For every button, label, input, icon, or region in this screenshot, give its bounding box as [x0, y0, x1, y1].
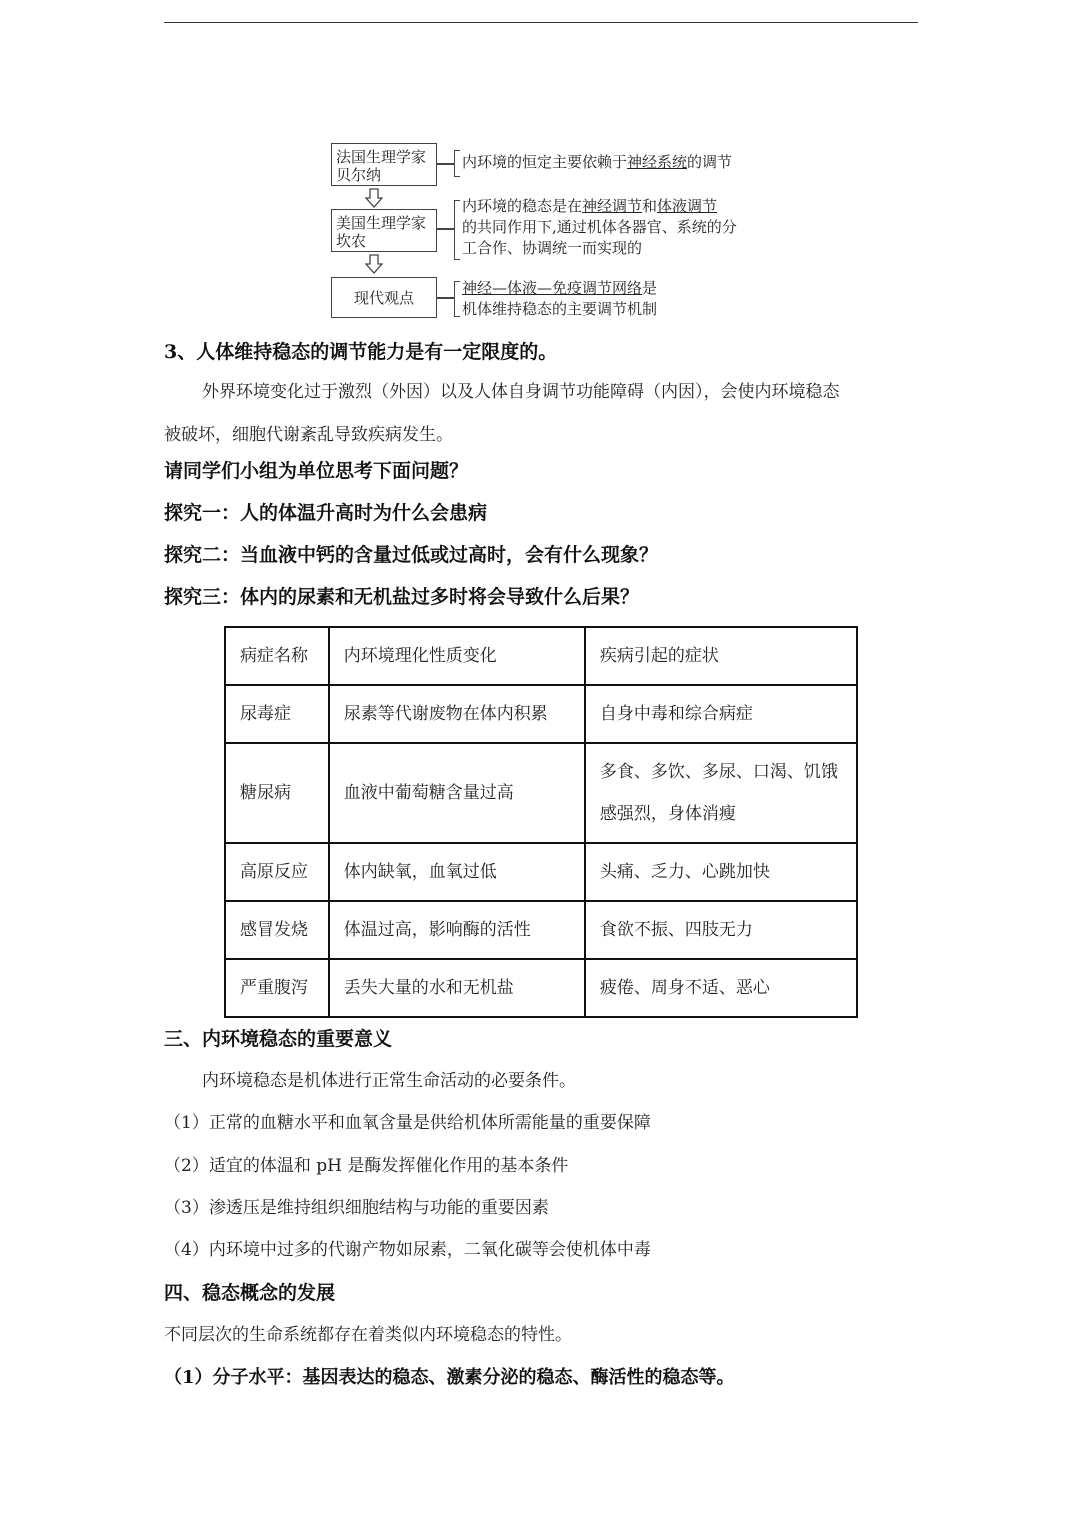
table-cell: 血液中葡萄糖含量过高: [329, 743, 585, 843]
table-cell: 高原反应: [225, 843, 329, 901]
table-cell: 尿毒症: [225, 685, 329, 743]
table-cell: 疲倦、周身不适、恶心: [585, 959, 857, 1017]
flow-text-modern-2: 机体维持稳态的主要调节机制: [462, 300, 658, 318]
flow-text-cannon-2: 的共同作用下,通过机体各器官、系统的分: [462, 218, 737, 236]
table-row: [225, 743, 857, 843]
down-arrow-icon-2: [365, 254, 383, 274]
question-1: 探究一：人的体温升高时为什么会患病: [164, 502, 488, 524]
flow-box-bernard: [331, 143, 437, 186]
flow-box-cannon-line1: 美国生理学家: [336, 214, 427, 232]
section-three-item-3: （3）渗透压是维持组织细胞结构与功能的重要因素: [164, 1198, 549, 1218]
flow-text-cannon-1: 内环境的稳态是在神经调节和体液调节: [462, 197, 718, 215]
table-row: [225, 685, 857, 743]
section-four-intro: 不同层次的生命系统都存在着类似内环境稳态的特性。: [164, 1325, 572, 1345]
table-cell: 严重腹泻: [225, 959, 329, 1017]
table-header-cell: 内环境理化性质变化: [329, 627, 585, 685]
flow-box-cannon-line2: 坎农: [336, 232, 367, 250]
table-cell: 食欲不振、四肢无力: [585, 901, 857, 959]
table-header-cell: 疾病引起的症状: [585, 627, 857, 685]
disease-table: [224, 626, 858, 1018]
flow-bracket-1: [454, 150, 460, 177]
flow-connector-3: [437, 297, 454, 299]
table-cell: 体内缺氧，血氧过低: [329, 843, 585, 901]
table-cell: 多食、多饮、多尿、口渴、饥饿感强烈，身体消瘦: [585, 743, 857, 843]
section-three-intro: 内环境稳态是机体进行正常生命活动的必要条件。: [202, 1071, 576, 1091]
table-cell: 自身中毒和综合病症: [585, 685, 857, 743]
table-cell: 头痛、乏力、心跳加快: [585, 843, 857, 901]
table-row: [225, 959, 857, 1017]
table-cell: 感冒发烧: [225, 901, 329, 959]
questions-intro: 请同学们小组为单位思考下面问题？: [164, 460, 469, 482]
question-3: 探究三：体内的尿素和无机盐过多时将会导致什么后果？: [164, 586, 640, 608]
flow-box-modern: [331, 277, 437, 318]
flow-box-modern-line1: 现代观点: [353, 288, 414, 307]
question-2: 探究二：当血液中钙的含量过低或过高时，会有什么现象？: [164, 544, 659, 566]
section-three-item-4: （4）内环境中过多的代谢产物如尿素，二氧化碳等会使机体中毒: [164, 1240, 651, 1260]
flow-text-bernard: 内环境的恒定主要依赖于神经系统的调节: [462, 153, 733, 171]
flow-bracket-2: [454, 200, 460, 260]
down-arrow-icon-1: [365, 188, 383, 208]
section-3-para-line2: 被破坏，细胞代谢紊乱导致疾病发生。: [164, 425, 453, 445]
flow-text-cannon-3: 工合作、协调统一而实现的: [462, 239, 643, 257]
section-three-item-1: （1）正常的血糖水平和血氧含量是供给机体所需能量的重要保障: [164, 1113, 651, 1133]
flow-bracket-3: [454, 281, 460, 317]
section-3-para-line1: 外界环境变化过于激烈（外因）以及人体自身调节功能障碍（内因），会使内环境稳态: [202, 382, 840, 402]
flow-connector-2: [437, 228, 454, 230]
table-cell: 糖尿病: [225, 743, 329, 843]
section-three-heading: 三、内环境稳态的重要意义: [164, 1028, 393, 1050]
table-cell: 体温过高，影响酶的活性: [329, 901, 585, 959]
table-cell: 丢失大量的水和无机盐: [329, 959, 585, 1017]
flow-box-cannon: [331, 209, 437, 252]
table-cell: 尿素等代谢废物在体内积累: [329, 685, 585, 743]
table-row: [225, 843, 857, 901]
table-header-cell: 病症名称: [225, 627, 329, 685]
flow-text-modern-1: 神经—体液—免疫调节网络是: [462, 279, 658, 297]
flow-connector-1: [437, 163, 454, 165]
section-3-heading: 3、人体维持稳态的调节能力是有一定限度的。: [164, 341, 558, 363]
section-four-heading: 四、稳态概念的发展: [164, 1282, 336, 1304]
table-row: [225, 901, 857, 959]
header-rule: [164, 22, 918, 23]
flow-box-bernard-line1: 法国生理学家: [336, 148, 427, 166]
section-four-item-1: （1）分子水平：基因表达的稳态、激素分泌的稳态、酶活性的稳态等。: [164, 1367, 735, 1388]
table-header-row: [225, 627, 857, 685]
flow-box-bernard-line2: 贝尔纳: [336, 166, 382, 184]
section-three-item-2: （2）适宜的体温和 pH 是酶发挥催化作用的基本条件: [164, 1156, 569, 1176]
